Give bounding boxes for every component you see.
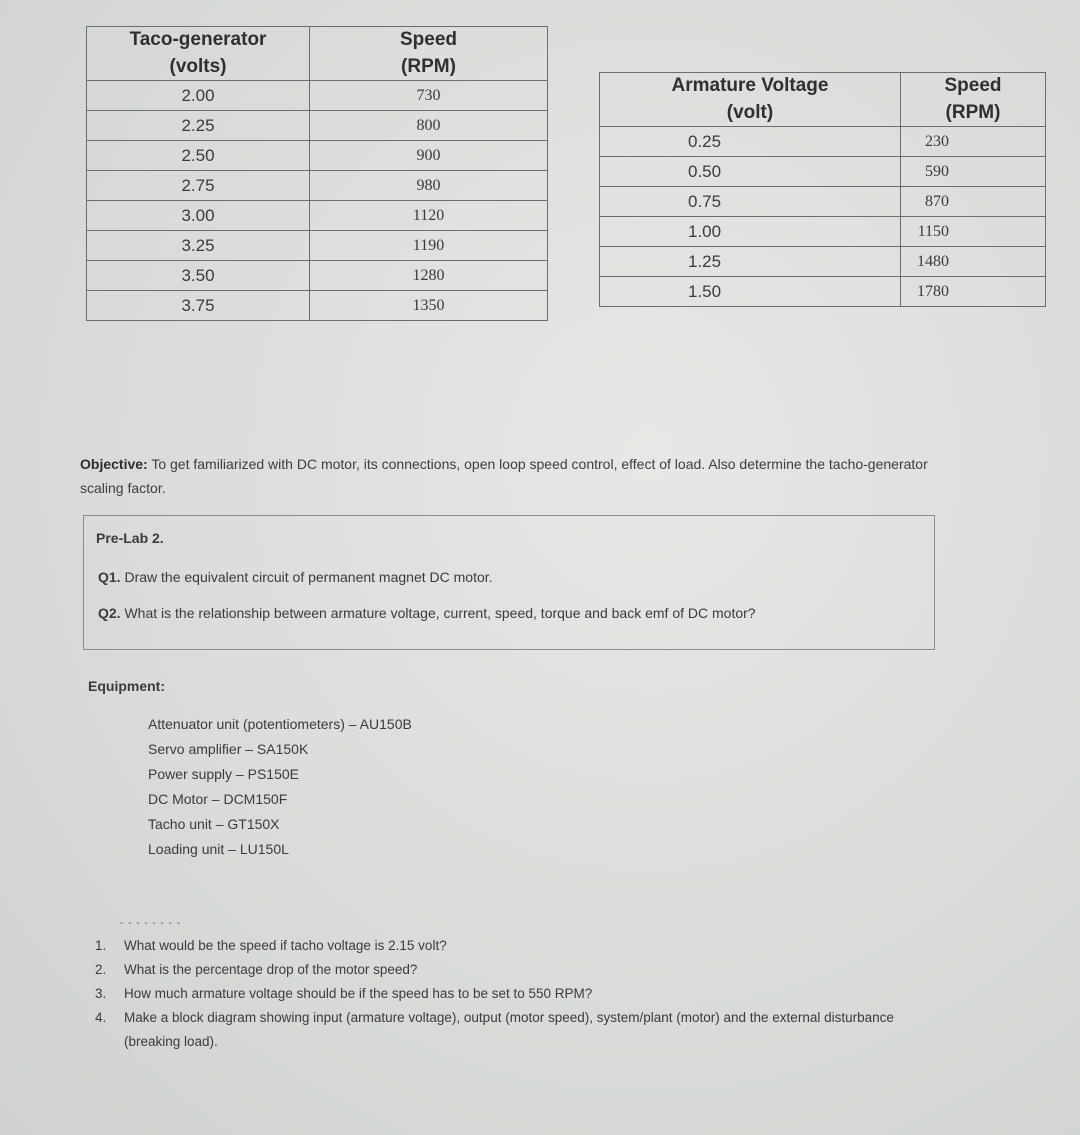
question-number: 3.: [95, 986, 107, 1001]
taco-generator-table: [86, 26, 548, 321]
equipment-list: [148, 712, 412, 862]
speed-cell: 1120: [310, 201, 548, 231]
taco-voltage-cell: 3.75: [87, 291, 310, 321]
armature-voltage-cell: 0.50: [600, 157, 901, 187]
armature-voltage-cell: 1.25: [600, 247, 901, 277]
table-row: [600, 187, 1046, 217]
equipment-title: Equipment:: [88, 678, 165, 694]
list-item: Loading unit – LU150L: [148, 841, 289, 857]
table-row: [600, 277, 1046, 307]
table-row: [87, 201, 548, 231]
taco-voltage-cell: 2.50: [87, 141, 310, 171]
list-item: Tacho unit – GT150X: [148, 816, 280, 832]
column-header-speed: Speed (RPM): [901, 73, 1046, 127]
table-row: [600, 247, 1046, 277]
taco-voltage-cell: 3.00: [87, 201, 310, 231]
table-row: [87, 291, 548, 321]
taco-voltage-cell: 3.50: [87, 261, 310, 291]
table-row: [600, 157, 1046, 187]
table-row: [87, 261, 548, 291]
armature-voltage-table: [599, 72, 1046, 307]
table-header-row: [87, 27, 548, 81]
list-item: Servo amplifier – SA150K: [148, 741, 309, 757]
separator-dashes: - - - - - - - -: [120, 918, 182, 929]
column-header-taco-voltage: Taco-generator (volts): [87, 27, 310, 81]
armature-voltage-cell: 1.00: [600, 217, 901, 247]
question-label: Q1.: [98, 569, 121, 585]
prelab-question-2: [98, 605, 756, 621]
armature-voltage-cell: 0.25: [600, 127, 901, 157]
list-item: [95, 958, 945, 982]
prelab-box: [83, 515, 935, 650]
question-label: Q2.: [98, 605, 121, 621]
speed-cell: 1280: [310, 261, 548, 291]
question-text: What would be the speed if tacho voltage is 2.15 volt?: [124, 938, 447, 953]
table-row: [600, 127, 1046, 157]
table-row: [87, 111, 548, 141]
question-text: What is the relationship between armature voltage, current, speed, torque and back emf of DC motor?: [120, 605, 756, 621]
question-text: Draw the equivalent circuit of permanent magnet DC motor.: [120, 569, 493, 585]
speed-cell: 870: [901, 187, 1046, 217]
armature-voltage-cell: 0.75: [600, 187, 901, 217]
table-row: [87, 81, 548, 111]
question-text: What is the percentage drop of the motor speed?: [124, 962, 418, 977]
speed-cell: 980: [310, 171, 548, 201]
table-row: [87, 231, 548, 261]
column-header-speed: Speed (RPM): [310, 27, 548, 81]
speed-cell: 230: [901, 127, 1046, 157]
table-row: [87, 141, 548, 171]
taco-voltage-cell: 2.75: [87, 171, 310, 201]
speed-cell: 730: [310, 81, 548, 111]
question-text: Make a block diagram showing input (armature voltage), output (motor speed), system/plant (motor) and the external disturbance (breaking load).: [124, 1010, 894, 1049]
objective-text: To get familiarized with DC motor, its connections, open loop speed control, effect of load. Also determine the tacho-generator scaling factor.: [80, 456, 928, 496]
questions-list: [95, 934, 945, 1054]
list-item: DC Motor – DCM150F: [148, 791, 288, 807]
taco-voltage-cell: 2.25: [87, 111, 310, 141]
speed-cell: 1780: [901, 277, 1046, 307]
speed-cell: 1150: [901, 217, 1046, 247]
armature-voltage-cell: 1.50: [600, 277, 901, 307]
speed-cell: 1190: [310, 231, 548, 261]
speed-cell: 1480: [901, 247, 1046, 277]
speed-cell: 900: [310, 141, 548, 171]
table-header-row: [600, 73, 1046, 127]
list-item: Attenuator unit (potentiometers) – AU150B: [148, 716, 412, 732]
prelab-title: Pre-Lab 2.: [96, 530, 164, 546]
question-number: 4.: [95, 1010, 107, 1025]
list-item: [95, 934, 945, 958]
table-row: [600, 217, 1046, 247]
list-item: [95, 982, 945, 1006]
speed-cell: 590: [901, 157, 1046, 187]
table-row: [87, 171, 548, 201]
taco-voltage-cell: 3.25: [87, 231, 310, 261]
speed-cell: 800: [310, 111, 548, 141]
question-number: 1.: [95, 938, 107, 953]
objective-label: Objective:: [80, 456, 148, 472]
objective-paragraph: [80, 452, 960, 500]
speed-cell: 1350: [310, 291, 548, 321]
column-header-armature-voltage: Armature Voltage (volt): [600, 73, 901, 127]
question-text: How much armature voltage should be if the speed has to be set to 550 RPM?: [124, 986, 593, 1001]
prelab-question-1: [98, 569, 493, 585]
taco-voltage-cell: 2.00: [87, 81, 310, 111]
list-item: [95, 1006, 945, 1054]
list-item: Power supply – PS150E: [148, 766, 299, 782]
question-number: 2.: [95, 962, 107, 977]
